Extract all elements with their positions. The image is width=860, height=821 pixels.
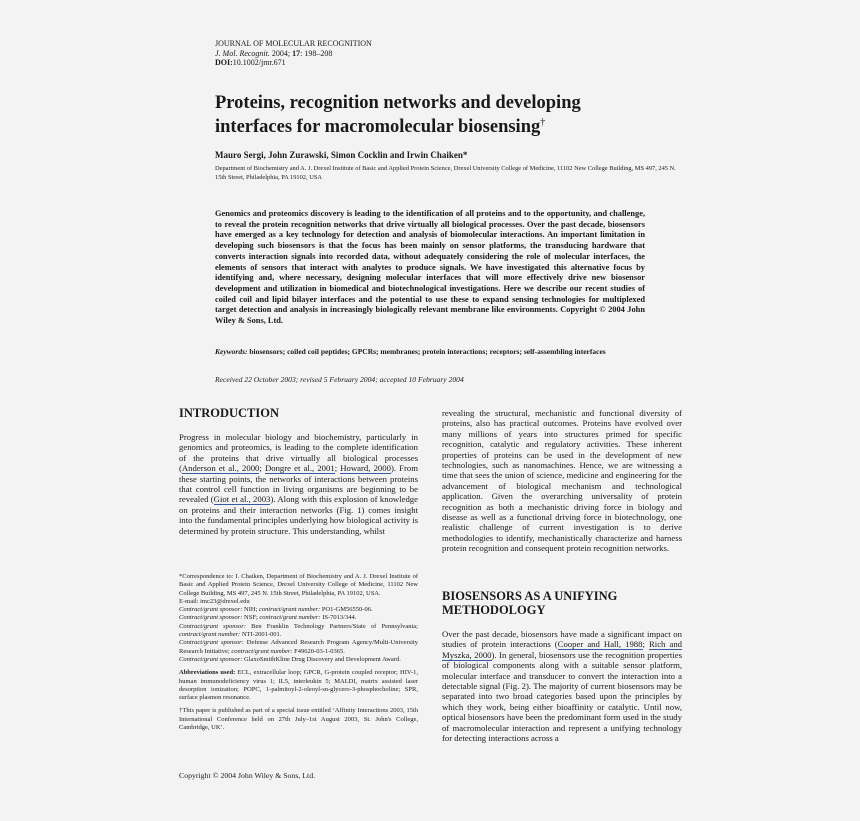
grant-sponsor-label: Contract/grant sponsor: — [179, 655, 243, 663]
grant-sponsor: NIH; — [242, 606, 259, 614]
grant-line — [179, 639, 418, 656]
footnotes — [179, 573, 418, 732]
ref-anderson[interactable]: Anderson et al., 2000 — [181, 463, 260, 474]
citation-pages: : 198–208 — [300, 48, 333, 58]
article-title — [215, 93, 655, 137]
citation-journal: J. Mol. Recognit. — [215, 48, 270, 58]
abbreviations-label: Abbreviations used: — [179, 669, 236, 677]
grant-sponsor-label: Contract/grant sponsor: — [179, 622, 246, 630]
keywords — [215, 347, 645, 357]
grant-line — [179, 614, 418, 622]
keywords-text: biosensors; coiled coil peptides; GPCRs; membranes; protein interactions; receptors; self-assembling interfaces — [247, 347, 606, 356]
ref-dongre[interactable]: Dongre et al., 2001 — [264, 463, 335, 474]
grant-line — [179, 656, 418, 664]
grant-sponsor: NSF; — [242, 614, 260, 622]
grant-sponsor: GlaxoSmithKline Drug Discovery and Development Award. — [242, 655, 401, 663]
affiliation: Department of Biochemistry and A. J. Drexel Institute of Basic and Applied Protein Science, Drexel University College of Medicine, 11102 New College Building, MS 497, 245 N. 15th Street, Philadelphia, PA 19102, USA — [215, 165, 676, 181]
introduction-heading: INTRODUCTION — [179, 406, 280, 420]
grant-number-label: contract/grant number: — [231, 647, 293, 655]
bio-sep: ; — [642, 639, 649, 650]
email-note: E-mail: imc23@drexel.edu — [179, 597, 250, 605]
ref-rich-myszka[interactable]: Rich and Myszka, 2000 — [442, 639, 683, 660]
intro-text-1: Progress in molecular biology and biochemistry, particularly in genomics and proteomics, is leading to the complete identification of the proteins that drive virtually all biological processes ( — [179, 432, 418, 474]
grant-sponsor-label: Contract/grant sponsor: — [179, 639, 244, 647]
grant-sponsor: Ben Franklin Technology Partners/State of Pennsylvania; — [245, 622, 418, 630]
bio-text-2: ). In general, biosensors use the recognition properties of biological components along with a suitable sensor platform, molecular interface and transducer to convert the interaction into a detectable signal (Fig. 2). The majority of current biosensors may be separated into two broad categories based upon the principles by which they work, being either bioaffinity or catalytic. Until now, optical biosensors have been the predominant form used in the study of macromolecular interaction and represent a unifying technology for detecting interactions across a — [442, 649, 682, 744]
right-column-paragraph-1: revealing the structural, mechanistic and functional diversity of proteins, also has practical outcomes. Proteins have evolved over many millions of years into structures primed for specific recognition, catalytic and regulatory activities. These inherent properties of proteins can be used in the development of new technologies, such as nanomachines. Hence, we are witnessing a time that sees the union of science, medicine and engineering for the advancement of biological mechanism and technological application. Given the overarching universality of protein recognition as both a mechanistic driving force in biology and disease as well as a functional driving force in biotechnology, one realistic challenge of current investigation is to derive methodologies to identify, mechanistically characterize and harness protein recognition and consequent protein recognition networks. — [442, 408, 682, 554]
ref-giot[interactable]: Giot et al., 2003 — [213, 494, 271, 505]
grant-line — [179, 623, 418, 640]
abbreviations-text: ECL, extracellular loop; GPCR, G-protein coupled receptor; HIV-1, human immunodeficiency virus 1; IL5, interleukin 5; MALDI, matrix assisted laser desorption ionization; POPC, 1-palmitoyl-2-oleoyl-sn-glycero-3-phosphocholine; SPR, surface plasmon resonance. — [179, 669, 418, 702]
grant-number: NTI-2001-001. — [240, 631, 282, 639]
journal-name: JOURNAL OF MOLECULAR RECOGNITION — [215, 39, 372, 48]
copyright-notice: Copyright © 2004 John Wiley & Sons, Ltd. — [179, 771, 316, 780]
grant-sponsor-label: Contract/grant sponsor: — [179, 606, 243, 614]
grant-number-label: contract/grant number: — [259, 614, 321, 622]
doi-label: DOI: — [215, 58, 233, 67]
ref-cooper-hall[interactable]: Cooper and Hall, 1988 — [557, 639, 643, 650]
ref-howard[interactable]: Howard, 2000 — [340, 463, 391, 474]
dagger-note: †This paper is published as part of a special issue entitled ‘Affinity Interactions 2003, 15th International Conference held on 27th July–1st August 2003, St. John's College, Cambridge, UK’. — [179, 707, 418, 732]
biosensors-heading: BIOSENSORS AS A UNIFYING METHODOLOGY — [442, 589, 618, 617]
grant-sponsor: Defense Advanced Research Program Agency/Multi-University Research Initiative; — [179, 639, 418, 655]
grant-number: F49620-03-1-0365. — [292, 647, 345, 655]
intro-text-3: ). Along with this explosion of knowledge on proteins and their interaction networks (Fig. 1) comes insight into the fundamental principles underlying how biological activity is determined by protein structure. This understanding, whilst — [179, 494, 418, 536]
grant-number-label: contract/grant number: — [179, 631, 241, 639]
intro-sep-1: ; — [259, 463, 265, 474]
doi-value[interactable]: 10.1002/jmr.671 — [232, 58, 286, 67]
abstract: Genomics and proteomics discovery is leading to the identification of all proteins and to the opportunity, and challenge, to reveal the protein recognition networks that drive virtually all biological processes. Over the past decade, biosensors have emerged as a key technology for detection and analysis of biomolecular interactions. An important limitation in developing such biosensors is that the focus has been mainly on sensor platforms, the transducing hardware that converts interaction signals into recorded data, without adequately considering the role of molecular interfaces, the elements of sensors that interact with analytes to produce signals. We have investigated this alternative focus by identifying and, where necessary, designing molecular interfaces that will more effectively drive new biosensor development and utilization in biomedical and biotechnological investigations. Here we describe our recent studies of coiled coil and lipid bilayer interfaces and the potential to use these to expand sensing technologies for multiplexed target detection and analysis in increasingly biologically relevant membrane like environments. Copyright © 2004 John Wiley & Sons, Ltd. — [215, 209, 645, 326]
introduction-paragraph — [179, 432, 418, 536]
correspondence-note: *Correspondence to: I. Chaiken, Department of Biochemistry and A. J. Drexel Institute of Basic and Applied Protein Science, Drexel University College of Medicine, 11102 New College Building, MS 497, 245 N. 15th Street, Philadelphia, PA 19102, USA. — [179, 573, 418, 597]
authors: Mauro Sergi, John Zurawski, Simon Cocklin and Irwin Chaiken* — [215, 150, 468, 160]
intro-text-2: ). From these starting points, the networks of interactions between proteins that control cell function in living organisms are beginning to be revealed ( — [179, 463, 419, 505]
citation-volume: 17 — [292, 48, 301, 58]
received-dates: Received 22 October 2003; revised 5 February 2004; accepted 10 February 2004 — [215, 375, 464, 384]
bio-text-1: Over the past decade, biosensors have made a significant impact on studies of protein interactions ( — [442, 629, 682, 650]
grant-number: IS-7013/344. — [320, 614, 357, 622]
citation-line — [215, 49, 372, 59]
abbreviations-note — [179, 669, 418, 702]
journal-header — [215, 39, 372, 68]
title-text: Proteins, recognition networks and developing interfaces for macromolecular biosensing — [215, 93, 581, 138]
grant-number-label: contract/grant number: — [259, 606, 321, 614]
grant-sponsor-label: Contract/grant sponsor: — [179, 614, 243, 622]
doi-line — [215, 58, 372, 68]
title-dagger: † — [540, 117, 546, 128]
grant-number: PO1-GM56550-06. — [320, 606, 373, 614]
citation-year: 2004; — [269, 48, 293, 58]
grant-line — [179, 606, 418, 614]
biosensors-paragraph — [442, 629, 682, 743]
intro-sep-2: ; — [334, 463, 341, 474]
keywords-label: Keywords: — [215, 347, 248, 356]
